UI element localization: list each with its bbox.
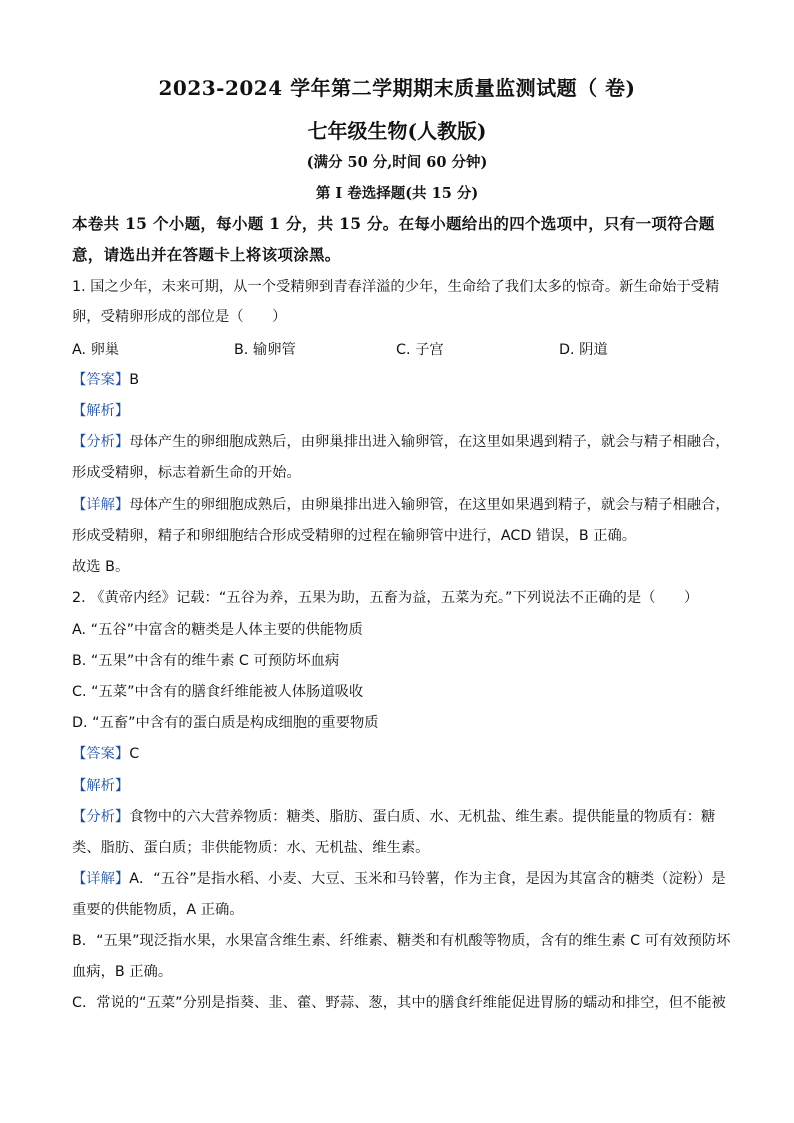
q2-xiangjie-line-4: 血病，B 正确。 — [72, 964, 173, 980]
fenxi-text: 母体产生的卵细胞成熟后，由卵巢排出进入输卵管，在这里如果遇到精子，就会与精子相融合， — [129, 434, 730, 450]
q1-fenxi-line-2: 形成受精卵，标志着新生命的开始。 — [72, 465, 301, 481]
xiangjie-text: A．“五谷”是指水稻、小麦、大豆、玉米和马铃薯，作为主食，是因为其富含的糖类（淀粉）是 — [129, 871, 726, 887]
q2-answer — [72, 743, 139, 763]
q1-xiangjie-line-1 — [72, 494, 730, 514]
answer-tag: 【答案】 — [72, 746, 130, 762]
xiangjie-tag: 【详解】 — [72, 497, 130, 513]
instructions-line-1: 本卷共 15 个小题，每小题 1 分，共 15 分。在每小题给出的四个选项中，只有一项符合题 — [72, 214, 715, 233]
q1-analysis-heading — [72, 400, 129, 420]
q2-xiangjie-line-1 — [72, 868, 726, 888]
answer-value: B — [129, 372, 139, 388]
q1-option-b: B. 输卵管 — [234, 342, 296, 358]
fenxi-tag: 【分析】 — [72, 809, 130, 825]
q1-stem-line-1: 1. 国之少年，未来可期，从一个受精卵到青春洋溢的少年，生命给了我们太多的惊奇。新生命始于受精 — [72, 279, 720, 295]
q1-conclusion: 故选 B。 — [72, 559, 130, 575]
q1-stem-line-2: 卵，受精卵形成的部位是（ ） — [72, 309, 287, 325]
fenxi-tag: 【分析】 — [72, 434, 130, 450]
q2-xiangjie-line-3: B．“五果”现泛指水果，水果富含维生素、纤维素、糖类和有机酸等物质，含有的维生素 C 可有效预防坏 — [72, 933, 731, 949]
q2-option-b: B. “五果”中含有的维牛素 C 可预防坏血病 — [72, 653, 340, 669]
q2-stem: 2. 《黄帝内经》记载：“五谷为养，五果为助，五畜为益，五菜为充。”下列说法不正确的是（ ） — [72, 590, 699, 606]
q2-fenxi-line-1 — [72, 806, 715, 826]
q1-option-c: C. 子宫 — [396, 342, 444, 358]
q1-option-d: D. 阴道 — [559, 342, 608, 358]
q2-xiangjie-line-2: 重要的供能物质，A 正确。 — [72, 902, 244, 918]
q2-fenxi-line-2: 类、脂肪、蛋白质；非供能物质：水、无机盐、维生素。 — [72, 840, 430, 856]
exam-subtitle: 七年级生物(人教版) — [307, 119, 487, 143]
answer-tag: 【答案】 — [72, 372, 130, 388]
q1-answer — [72, 369, 139, 389]
analysis-tag: 【解析】 — [72, 778, 130, 794]
q2-analysis-heading — [72, 775, 129, 795]
q2-option-c: C. “五菜”中含有的膳食纤维能被人体肠道吸收 — [72, 684, 364, 700]
instructions-line-2: 意，请选出并在答题卡上将该项涂黑。 — [72, 245, 341, 264]
xiangjie-text: 母体产生的卵细胞成熟后，由卵巢排出进入输卵管，在这里如果遇到精子，就会与精子相融合， — [129, 497, 730, 513]
score-time-note: (满分 50 分,时间 60 分钟) — [306, 154, 488, 171]
q2-xiangjie-line-5: C．常说的“五菜”分别是指葵、韭、藿、野蒜、葱，其中的膳食纤维能促进胃肠的蠕动和排空，但不能被 — [72, 995, 726, 1011]
q1-xiangjie-line-2: 形成受精卵，精子和卵细胞结合形成受精卵的过程在输卵管中进行，ACD 错误，B 正确。 — [72, 528, 637, 544]
section-heading: 第 I 卷选择题(共 15 分) — [315, 185, 479, 202]
q2-option-d: D. “五畜”中含有的蛋白质是构成细胞的重要物质 — [72, 715, 379, 731]
exam-title: 2023-2024 学年第二学期期末质量监测试题（ 卷) — [158, 76, 636, 100]
q2-option-a: A. “五谷”中富含的糖类是人体主要的供能物质 — [72, 622, 363, 638]
q1-option-a: A. 卵巢 — [72, 342, 120, 358]
fenxi-text: 食物中的六大营养物质：糖类、脂肪、蛋白质、水、无机盐、维生素。提供能量的物质有：糖 — [129, 809, 716, 825]
answer-value: C — [129, 746, 140, 762]
q1-fenxi-line-1 — [72, 431, 730, 451]
analysis-tag: 【解析】 — [72, 403, 130, 419]
xiangjie-tag: 【详解】 — [72, 871, 130, 887]
